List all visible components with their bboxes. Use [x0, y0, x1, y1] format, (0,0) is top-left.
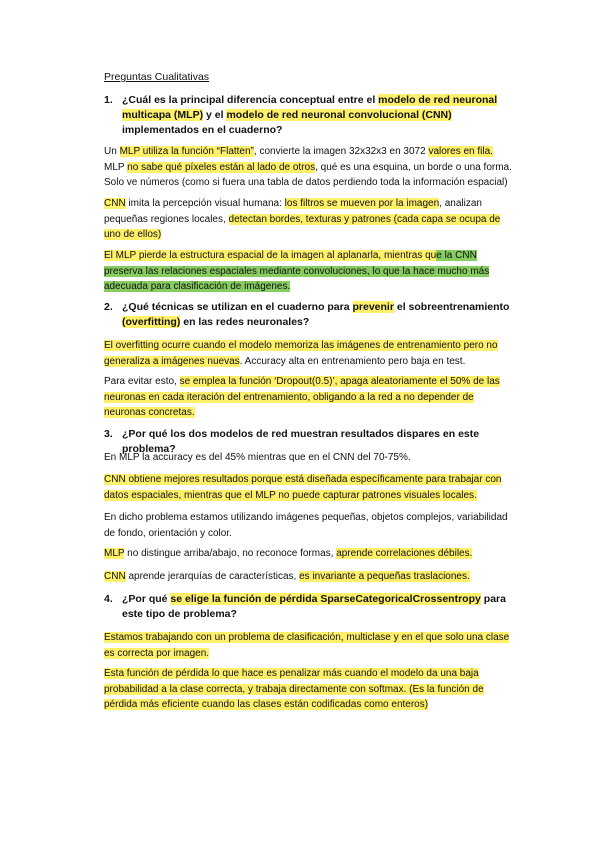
- text: . Accuracy alta en entrenamiento pero baja en test.: [239, 355, 466, 367]
- answer-paragraph-11: [104, 630, 516, 661]
- answer-paragraph-8: [104, 510, 516, 541]
- green-highlighted-text: e la CNN preserva las relaciones espaciales mediante convoluciones, lo que la hace mucho más adecuada para clasificación de imágenes.: [104, 250, 490, 292]
- question-text: ¿Por qué: [122, 593, 171, 605]
- answer-paragraph-3: [104, 248, 516, 295]
- question-2: [104, 300, 524, 330]
- question-1: [104, 93, 524, 138]
- highlighted-text: se elige la función de pérdida SparseCategoricalCrossentropy: [170, 593, 481, 605]
- text: MLP: [104, 161, 128, 173]
- highlighted-text: Estamos trabajando con un problema de clasificación, multiclase y en el que solo una clase es correcta por imagen.: [104, 632, 510, 659]
- highlighted-text: prevenir: [352, 301, 394, 313]
- question-text: ¿Cuál es la principal diferencia conceptual entre el: [122, 94, 379, 106]
- highlighted-text: El MLP pierde la estructura espacial de la imagen al aplanarla, mientras qu: [104, 250, 437, 261]
- text: Para evitar esto,: [104, 376, 180, 387]
- question-text: para este tipo de problema?: [122, 593, 506, 620]
- question-number: 2.: [104, 301, 113, 313]
- highlighted-text: se emplea la función ‘Dropout(0.5)’, apaga aleatoriamente el 50% de las neuronas en cada iteración del entrenamiento, obligando a la red a no depender de neuronas concretas.: [104, 376, 500, 418]
- answer-paragraph-7: [104, 472, 516, 503]
- highlighted-text: Esta función de pérdida lo que hace es penalizar más cuando el modelo da una baja probabilidad a la clase correcta, y trabaja directamente con softmax. (Es la función de pérdida más eficiente cuando las clases están codificadas como enteros): [104, 668, 484, 710]
- text: En dicho problema estamos utilizando imágenes pequeñas, objetos complejos, variabilidad de fondo, orientación y color.: [104, 512, 508, 539]
- page-title: Preguntas Cualitativas: [104, 71, 210, 83]
- highlighted-text: modelo de red neuronal multicapa (MLP): [122, 94, 498, 121]
- text: , analizan pequeñas regiones locales,: [104, 198, 482, 225]
- question-text: en las redes neuronales?: [180, 316, 310, 328]
- answer-paragraph-10: [104, 569, 516, 585]
- highlighted-text: modelo de red neuronal convolucional (CNN): [226, 109, 452, 121]
- highlighted-text: MLP utiliza la función “Flatten”: [119, 146, 254, 157]
- answer-paragraph-9: [104, 546, 516, 562]
- answer-paragraph-1: [104, 144, 516, 191]
- text: , qué es una esquina, un borde o una forma. Solo ve números (como si fuera una tabla de datos perdiendo toda la información espacial): [104, 161, 512, 188]
- answer-paragraph-2: [104, 196, 516, 243]
- answer-paragraph-5: [104, 374, 516, 421]
- highlighted-text: aprende correlaciones débiles.: [336, 548, 473, 559]
- highlighted-text: El overfitting ocurre cuando el modelo memoriza las imágenes de entrenamiento pero no generaliza a imágenes nuevas: [104, 340, 498, 367]
- text: En MLP la accuracy es del 45% mientras que en el CNN del 70-75%.: [104, 452, 411, 463]
- text: no distingue arriba/abajo, no reconoce formas,: [124, 548, 337, 559]
- question-text: el sobreentrenamiento: [393, 301, 510, 313]
- highlighted-text: CNN obtiene mejores resultados porque está diseñada específicamente para trabajar con datos espaciales, mientras que el MLP no puede capturar patrones visuales locales.: [104, 474, 502, 501]
- text: imita la percepción visual humana:: [125, 198, 285, 209]
- text: aprende jerarquías de características,: [125, 571, 300, 582]
- question-number: 4.: [104, 593, 113, 605]
- highlighted-text: (overfitting): [122, 316, 181, 328]
- highlighted-text: CNN: [104, 571, 126, 582]
- answer-paragraph-4: [104, 338, 516, 369]
- question-4: [104, 592, 524, 622]
- highlighted-text: detectan bordes, texturas y patrones (cada capa se ocupa de uno de ellos): [104, 213, 501, 240]
- highlighted-text: MLP: [104, 548, 125, 559]
- question-text: y el: [203, 109, 227, 121]
- question-text: implementados en el cuaderno?: [122, 124, 283, 136]
- highlighted-text: los filtros se mueven por la imagen: [284, 198, 440, 209]
- text: , convierte la imagen 32x32x3 en 3072: [253, 146, 429, 157]
- question-number: 3.: [104, 428, 113, 440]
- highlighted-text: no sabe qué píxeles están al lado de otros: [127, 161, 316, 173]
- answer-paragraph-12: [104, 666, 516, 713]
- question-text: ¿Por qué los dos modelos de red muestran resultados dispares en este problema?: [122, 428, 480, 455]
- question-number: 1.: [104, 94, 113, 106]
- highlighted-text: valores en fila.: [428, 146, 493, 157]
- highlighted-text: CNN: [104, 198, 126, 209]
- text: Un: [104, 146, 120, 157]
- question-text: ¿Qué técnicas se utilizan en el cuaderno para: [122, 301, 353, 313]
- answer-paragraph-6: [104, 450, 516, 466]
- highlighted-text: es invariante a pequeñas traslaciones.: [299, 571, 470, 582]
